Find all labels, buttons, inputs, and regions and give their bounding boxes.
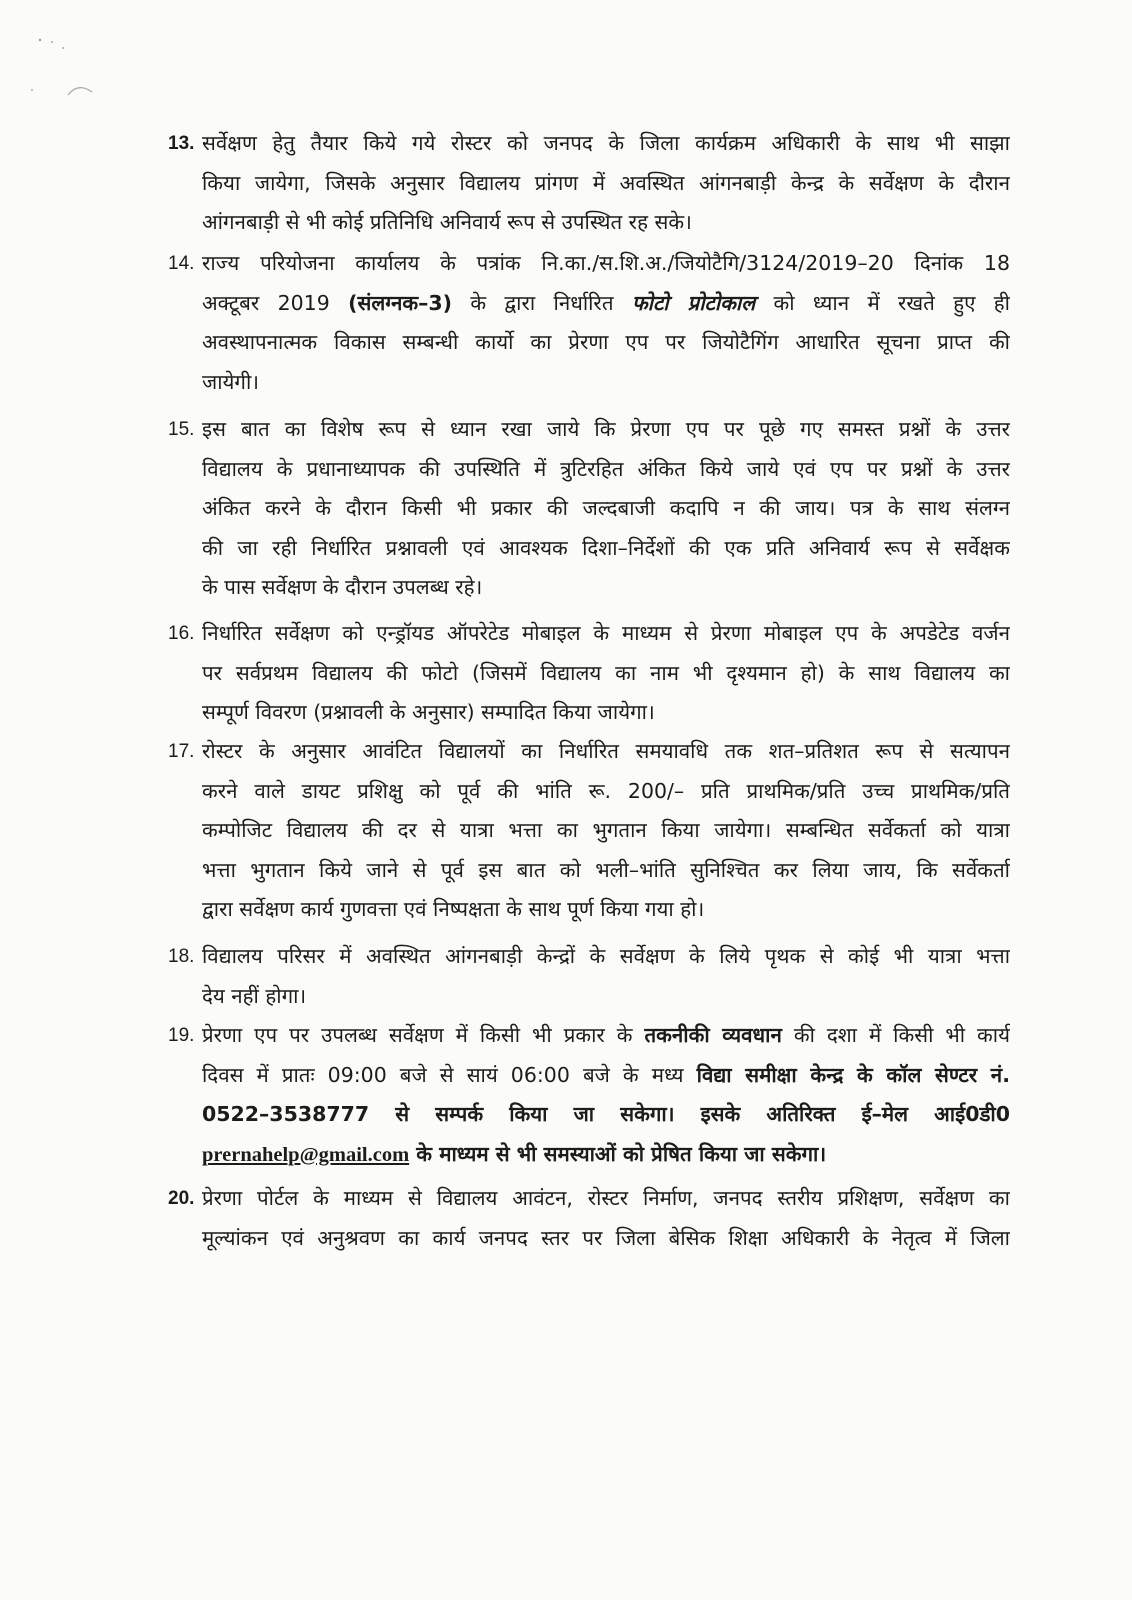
list-item-13 [168, 124, 1010, 243]
item-line [202, 1056, 1010, 1096]
item-line: पर सर्वप्रथम विद्यालय की फोटो (जिसमें विद्यालय का नाम भी दृश्यमान हो) के साथ विद्यालय का [202, 660, 1010, 685]
photo-protocol-text: फोटो प्रोटोकाल [631, 290, 756, 315]
item-number: 13. [168, 133, 195, 154]
item-line: मूल्यांकन एवं अनुश्रवण का कार्य जनपद स्तर पर जिला बेसिक शिक्षा अधिकारी के नेतृत्व में जिला [202, 1225, 1010, 1250]
text-span: की दशा में किसी भी कार्य [793, 1023, 1010, 1047]
item-line: द्वारा सर्वेक्षण कार्य गुणवत्ता एवं निष्पक्षता के साथ पूर्ण किया गया हो। [202, 897, 705, 921]
item-line: अंकित करने के दौरान किसी भी प्रकार की जल्दबाजी कदापि न की जाय। पत्र के साथ संलग्न [202, 496, 1010, 520]
list-item-16 [168, 614, 1010, 733]
item-line: प्रेरणा पोर्टल के माध्यम से विद्यालय आवंटन, रोस्टर निर्माण, जनपद स्तरीय प्रशिक्षण, सर्वेक्षण का [202, 1186, 1010, 1210]
annexure-ref: (संलग्नक–3) [348, 290, 452, 315]
date-text: अक्टूबर 2019 [202, 290, 330, 315]
item-line [202, 1135, 1010, 1176]
item-line: भत्ता भुगतान किये जाने से पूर्व इस बात को भली–भांति सुनिश्चित कर लिया जाय, कि सर्वेकर्ता [202, 857, 1010, 882]
item-line: सम्पूर्ण विवरण (प्रश्नावली के अनुसार) सम्पादित किया जायेगा। [202, 700, 655, 724]
item-line: रोस्टर के अनुसार आवंटित विद्यालयों का निर्धारित समयावधि तक शत–प्रतिशत रूप से सत्यापन [202, 739, 1010, 763]
scan-specks [0, 0, 140, 110]
list-item-20 [168, 1179, 1010, 1258]
item-line: देय नहीं होगा। [202, 983, 307, 1008]
item-line: किया जायेगा, जिसके अनुसार विद्यालय प्रांगण में अवस्थित आंगनबाड़ी केन्द्र के सर्वेक्षण के दौरान [202, 170, 1010, 195]
item-line: कम्पोजिट विद्यालय की दर से यात्रा भत्ता का भुगतान किया जायेगा। सम्बन्धित सर्वेकर्ता को यात्रा [202, 818, 1010, 842]
text-span: को ध्यान में रखते हुए ही [773, 290, 1010, 315]
item-line: इस बात का विशेष रूप से ध्यान रखा जाये कि प्रेरणा एप पर पूछे गए समस्त प्रश्नों के उत्तर [202, 417, 1010, 441]
list-item-15 [168, 410, 1010, 608]
item-number: 19. [168, 1025, 195, 1046]
item-line: निर्धारित सर्वेक्षण को एन्ड्रॉयड ऑपरेटेड मोबाइल के माध्यम से प्रेरणा मोबाइल एप के अपडेटेड वर्जन [202, 621, 1010, 645]
list-item-19 [168, 1016, 1010, 1175]
item-line: आंगनबाड़ी से भी कोई प्रतिनिधि अनिवार्य रूप से उपस्थित रह सके। [202, 210, 692, 234]
item-number: 16. [168, 623, 195, 644]
office-hours-text: दिवस में प्रातः 09:00 बजे से सायं 06:00 बजे के मध्य [202, 1062, 684, 1087]
item-number: 18. [168, 946, 195, 967]
item-line [202, 284, 1010, 324]
email-link[interactable]: prernahelp@gmail.com [202, 1143, 410, 1166]
helpline-line: 0522–3538777 से सम्पर्क किया जा सकेगा। इसके अतिरिक्त ई–मेल आई0डी0 [202, 1102, 1010, 1126]
item-line: अवस्थापनात्मक विकास सम्बन्धी कार्यो का प्रेरणा एप पर जियोटैगिंग आधारित सूचना प्राप्त की [202, 330, 1010, 354]
list-item-17 [168, 732, 1010, 930]
item-line [202, 1016, 1010, 1056]
item-line: विद्यालय के प्रधानाध्यापक की उपस्थिति में त्रुटिरहित अंकित किये जाये एवं एप पर प्रश्नों के उत्तर [202, 456, 1010, 481]
text-span: के माध्यम से भी समस्याओं को प्रेषित किया जा सकेगा। [409, 1141, 827, 1166]
item-line: विद्यालय परिसर में अवस्थित आंगनबाड़ी केन्द्रों के सर्वेक्षण के लिये पृथक से कोई भी यात्रा भत्ता [202, 944, 1010, 968]
item-number: 14. [168, 253, 195, 274]
item-line: सर्वेक्षण हेतु तैयार किये गये रोस्टर को जनपद के जिला कार्यक्रम अधिकारी के साथ भी साझा [202, 131, 1010, 155]
item-line: करने वाले डायट प्रशिक्षु को पूर्व की भांति रू. 200/– प्रति प्राथमिक/प्रति उच्च प्राथमिक/प्रति [202, 778, 1010, 803]
call-center-text: विद्या समीक्षा केन्द्र के कॉल सेण्टर नं. [696, 1062, 1010, 1087]
item-number: 15. [168, 419, 195, 440]
item-line: की जा रही निर्धारित प्रश्नावली एवं आवश्यक दिशा–निर्देशों की एक प्रति अनिवार्य रूप से सर्वेक्षक [202, 535, 1010, 560]
item-number: 20. [168, 1188, 195, 1209]
technical-issue-text: तकनीकी व्यवधान [644, 1023, 782, 1047]
item-number: 17. [168, 741, 195, 762]
list-item-18 [168, 937, 1010, 1016]
item-line: जायेगी। [202, 369, 260, 394]
list-item-14 [168, 244, 1010, 402]
item-line: के पास सर्वेक्षण के दौरान उपलब्ध रहे। [202, 575, 483, 599]
item-line: राज्य परियोजना कार्यालय के पत्रांक नि.का./स.शि.अ./जियोटैगि/3124/2019–20 दिनांक 18 [202, 251, 1010, 275]
text-span: प्रेरणा एप पर उपलब्ध सर्वेक्षण में किसी भी प्रकार के [202, 1023, 633, 1047]
text-span: के द्वारा निर्धारित [470, 290, 614, 315]
